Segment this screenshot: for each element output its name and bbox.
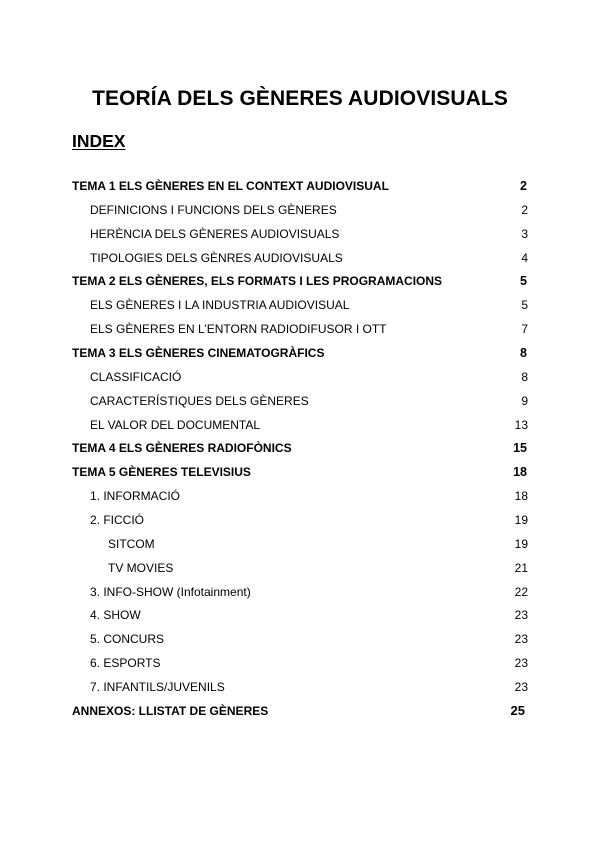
toc-entry-page: 2 xyxy=(521,202,528,217)
toc-entry-label: SITCOM xyxy=(108,536,155,551)
toc-entry-page: 4 xyxy=(521,250,528,265)
toc-entry-label: 3. INFO-SHOW (Infotainment) xyxy=(90,584,251,599)
toc-entry[interactable] xyxy=(72,365,528,389)
toc-entry-page: 3 xyxy=(521,226,528,241)
toc-entry-page: 2 xyxy=(520,178,527,193)
toc-entry[interactable] xyxy=(72,580,528,604)
toc-entry-page: 23 xyxy=(514,656,528,671)
toc-entry-page: 23 xyxy=(514,608,528,623)
toc-entry-label: TIPOLOGIES DELS GÈNRES AUDIOVISUALS xyxy=(90,250,343,265)
toc-entry-page: 19 xyxy=(514,512,528,527)
toc-entry-label: 5. CONCURS xyxy=(90,632,165,647)
toc-entry-label: EL VALOR DEL DOCUMENTAL xyxy=(90,417,261,432)
toc-entry-label: DEFINICIONS I FUNCIONS DELS GÈNERES xyxy=(90,202,337,217)
toc-entry-page: 18 xyxy=(513,465,527,480)
toc-entry[interactable] xyxy=(72,699,528,723)
toc-entry-label: ELS GÈNERES I LA INDUSTRIA AUDIOVISUAL xyxy=(90,298,350,313)
toc-entry[interactable] xyxy=(72,484,528,508)
toc-entry-label: 1. INFORMACIÓ xyxy=(90,489,181,504)
toc-entry-page: 23 xyxy=(514,632,528,647)
toc-entry-label: CLASSIFICACIÓ xyxy=(90,369,182,384)
toc-entry[interactable] xyxy=(72,341,528,365)
toc-entry-page: 18 xyxy=(514,489,528,504)
toc-entry[interactable] xyxy=(72,198,528,222)
toc-entry-page: 5 xyxy=(520,274,527,289)
toc-entry-label: ELS GÈNERES EN L’ENTORN RADIODIFUSOR I OTT xyxy=(90,322,387,337)
toc-entry[interactable] xyxy=(72,508,528,532)
toc-entry[interactable] xyxy=(72,675,528,699)
toc-entry-label: TV MOVIES xyxy=(108,560,174,575)
toc-entry-label: TEMA 2 ELS GÈNERES, ELS FORMATS I LES PROGRAMACIONS xyxy=(72,274,443,289)
toc-entry[interactable] xyxy=(72,556,528,580)
toc-entry-label: CARACTERÍSTIQUES DELS GÈNERES xyxy=(90,393,309,408)
toc-entry-label: TEMA 5 GÈNERES TELEVISIUS xyxy=(72,465,251,480)
toc-entry-page: 21 xyxy=(514,560,528,575)
toc-entry[interactable] xyxy=(72,532,528,556)
toc-entry-label: 7. INFANTILS/JUVENILS xyxy=(90,679,225,694)
toc-entry[interactable] xyxy=(72,627,528,651)
toc-entry-label: TEMA 4 ELS GÈNERES RADIOFÒNICS xyxy=(72,441,292,456)
toc-entry-label: 6. ESPORTS xyxy=(90,656,161,671)
table-of-contents xyxy=(72,174,528,723)
toc-entry-label: TEMA 3 ELS GÈNERES CINEMATOGRÀFICS xyxy=(72,345,325,360)
index-heading: INDEX xyxy=(72,131,126,151)
toc-entry-label: 2. FICCIÓ xyxy=(90,512,145,527)
toc-entry[interactable] xyxy=(72,317,528,341)
toc-entry[interactable] xyxy=(72,460,528,484)
toc-entry[interactable] xyxy=(72,413,528,437)
toc-entry-page: 13 xyxy=(514,417,528,432)
toc-entry-page: 8 xyxy=(521,369,528,384)
toc-entry-page: 5 xyxy=(521,298,528,313)
toc-entry-page: 23 xyxy=(514,679,528,694)
toc-entry-page: 15 xyxy=(513,441,527,456)
toc-entry-page: 7 xyxy=(521,322,528,337)
toc-entry[interactable] xyxy=(72,174,528,198)
toc-entry[interactable] xyxy=(72,603,528,627)
document-title: TEORÍA DELS GÈNERES AUDIOVISUALS xyxy=(92,87,508,111)
toc-entry-label: 4. SHOW xyxy=(90,608,141,623)
toc-entry[interactable] xyxy=(72,436,528,460)
toc-entry-page: 9 xyxy=(521,393,528,408)
toc-entry[interactable] xyxy=(72,269,528,293)
toc-entry[interactable] xyxy=(72,222,528,246)
toc-entry-label: HERÈNCIA DELS GÈNERES AUDIOVISUALS xyxy=(90,226,340,241)
toc-entry[interactable] xyxy=(72,651,528,675)
toc-entry[interactable] xyxy=(72,246,528,270)
toc-entry-page: 25 xyxy=(510,703,525,719)
toc-entry[interactable] xyxy=(72,293,528,317)
toc-entry-page: 19 xyxy=(514,536,528,551)
toc-entry-page: 8 xyxy=(520,345,527,360)
toc-entry-label: ANNEXOS: LLISTAT DE GÈNERES xyxy=(72,703,269,718)
toc-entry-page: 22 xyxy=(514,584,528,599)
toc-entry-label: TEMA 1 ELS GÈNERES EN EL CONTEXT AUDIOVISUAL xyxy=(72,178,389,193)
toc-entry[interactable] xyxy=(72,389,528,413)
